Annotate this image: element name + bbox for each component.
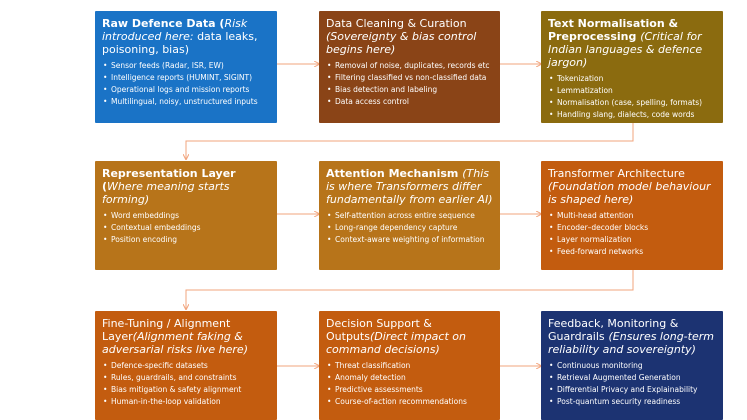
list-item: • Predictive assessments xyxy=(326,384,494,396)
list-item: • Anomaly detection xyxy=(326,372,494,384)
box-title: Decision Support & Outputs(Direct impact on command decisions) xyxy=(326,317,466,356)
box-items xyxy=(326,360,494,408)
box-title: Text Normalisation & Preprocessing (Critical for Indian languages & defence jargon) xyxy=(548,17,703,69)
arrow-row2-to-row3 xyxy=(186,270,633,309)
list-item: • Multi-head attention xyxy=(548,210,717,222)
list-item: • Removal of noise, duplicates, records etc xyxy=(326,60,494,72)
box-items xyxy=(102,210,271,246)
decision-support-box xyxy=(319,311,500,420)
list-item: • Position encoding xyxy=(102,234,271,246)
list-item: • Operational logs and mission reports xyxy=(102,84,271,96)
feedback-monitoring-box xyxy=(541,311,723,420)
list-item: • Post-quantum security readiness xyxy=(548,396,717,408)
list-item: • Long-range dependency capture xyxy=(326,222,494,234)
list-item: • Retrieval Augmented Generation xyxy=(548,372,717,384)
box-items xyxy=(326,210,494,246)
list-item: • Tokenization xyxy=(548,73,717,85)
box-title: Fine-Tuning / Alignment Layer(Alignment faking & adversarial risks live here) xyxy=(102,317,248,356)
list-item: • Bias detection and labeling xyxy=(326,84,494,96)
box-title: Transformer Architecture (Foundation model behaviour is shaped here) xyxy=(548,167,711,206)
arrow-row1-to-row2 xyxy=(186,123,633,159)
text-normalisation-box xyxy=(541,11,723,123)
list-item: • Self-attention across entire sequence xyxy=(326,210,494,222)
attention-mechanism-box xyxy=(319,161,500,270)
list-item: • Encoder–decoder blocks xyxy=(548,222,717,234)
list-item: • Multilingual, noisy, unstructured inputs xyxy=(102,96,271,108)
list-item: • Course-of-action recommendations xyxy=(326,396,494,408)
list-item: • Handling slang, dialects, code words xyxy=(548,109,717,121)
list-item: • Threat classification xyxy=(326,360,494,372)
list-item: • Word embeddings xyxy=(102,210,271,222)
list-item: • Contextual embeddings xyxy=(102,222,271,234)
list-item: • Continuous monitoring xyxy=(548,360,717,372)
list-item: • Lemmatization xyxy=(548,85,717,97)
box-title: Raw Defence Data (Risk introduced here: data leaks, poisoning, bias) xyxy=(102,17,258,56)
list-item: • Defence-specific datasets xyxy=(102,360,271,372)
list-item: • Intelligence reports (HUMINT, SIGINT) xyxy=(102,72,271,84)
list-item: • Filtering classified vs non-classified data xyxy=(326,72,494,84)
list-item: • Bias mitigation & safety alignment xyxy=(102,384,271,396)
box-title: Data Cleaning & Curation (Sovereignty & bias control begins here) xyxy=(326,17,477,56)
list-item: • Differential Privacy and Explainability xyxy=(548,384,717,396)
list-item: • Feed-forward networks xyxy=(548,246,717,258)
box-items xyxy=(548,210,717,258)
box-title: Attention Mechanism (This is where Transformers differ fundamentally from earlier AI) xyxy=(326,167,493,206)
list-item: • Human-in-the-loop validation xyxy=(102,396,271,408)
list-item: • Layer normalization xyxy=(548,234,717,246)
box-items xyxy=(102,360,271,408)
box-items xyxy=(548,73,717,121)
box-items xyxy=(326,60,494,108)
representation-layer-box xyxy=(95,161,277,270)
box-items xyxy=(548,360,717,408)
list-item: • Rules, guardrails, and constraints xyxy=(102,372,271,384)
list-item: • Normalisation (case, spelling, formats) xyxy=(548,97,717,109)
box-title: Representation Layer (Where meaning starts forming) xyxy=(102,167,236,206)
list-item: • Context-aware weighting of information xyxy=(326,234,494,246)
fine-tuning-box xyxy=(95,311,277,420)
transformer-architecture-box xyxy=(541,161,723,270)
raw-defence-data-box xyxy=(95,11,277,123)
list-item: • Data access control xyxy=(326,96,494,108)
box-title: Feedback, Monitoring & Guardrails (Ensures long-term reliability and sovereignty) xyxy=(548,317,714,356)
box-items xyxy=(102,60,271,108)
data-cleaning-box xyxy=(319,11,500,123)
list-item: • Sensor feeds (Radar, ISR, EW) xyxy=(102,60,271,72)
